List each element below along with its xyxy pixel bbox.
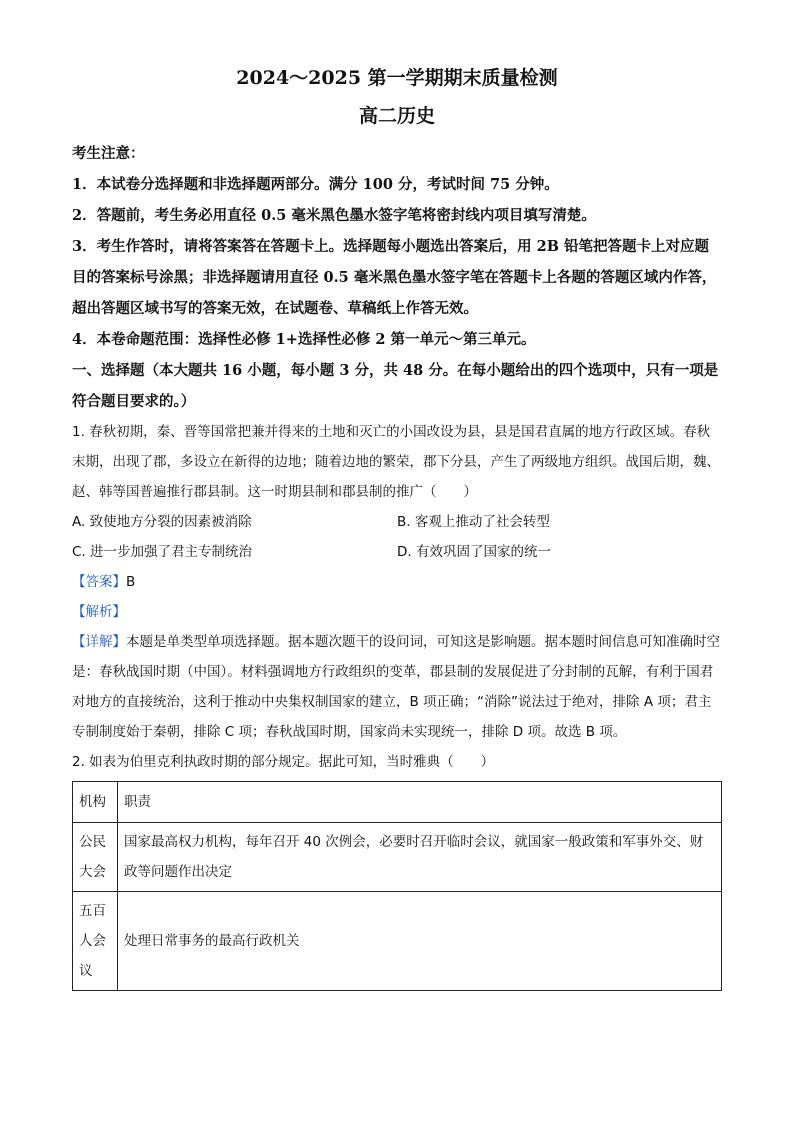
table-header-row (73, 782, 722, 823)
answer-line (72, 567, 722, 597)
institution-table (72, 781, 722, 991)
question-2-stem: 2. 如表为伯里克利执政时期的部分规定。据此可知，当时雅典（ ） (72, 754, 495, 770)
exam-subject: 高二历史 (358, 105, 435, 127)
table-cell-institution: 公民大会 (73, 823, 118, 892)
notice-item-3: 3．考生作答时，请将答案答在答题卡上。选择题每小题选出答案后，用 2B 铅笔把答题卡上对应题目的答案标号涂黑；非选择题请用直径 0.5 毫米黑色墨水签字笔在答题卡上各题的答题区域内作答，超出答题区域书写的答案无效，在试题卷、草稿纸上作答无效。 (72, 238, 717, 317)
option-a: A. 致使地方分裂的因素被消除 (72, 514, 252, 530)
answer-value: B (126, 574, 136, 590)
detail-text: 本题是单类型单项选择题。据本题次题干的设问词，可知这是影响题。据本题时间信息可知准确时空是：春秋战国时期（中国）。材料强调地方行政组织的变革，郡县制的发展促进了分封制的瓦解，有利于国君对地方的直接统治，这利于推动中央集权制国家的建立，B 项正确；“消除”说法过于绝对，排除 A 项；君主专制制度始于秦朝，排除 C 项；春秋战国时期，国家尚未实现统一，排除 D 项。故选 B 项。 (72, 634, 720, 740)
question-1-options (72, 507, 722, 567)
answer-label: 【答案】 (72, 574, 126, 590)
table-row (73, 892, 722, 991)
notice-item-2: 2．答题前，考生务必用直径 0.5 毫米黑色墨水签字笔将密封线内项目填写清楚。 (72, 207, 596, 224)
candidate-notice (72, 138, 722, 355)
table-header-cell: 机构 (73, 782, 118, 823)
question-1-stem: 1. 春秋初期，秦、晋等国常把兼并得来的土地和灭亡的小国改设为县，县是国君直属的地方行政区域。春秋末期，出现了郡，多设立在新得的边地；随着边地的繁荣，郡下分县，产生了两级地方组织。战国后期，魏、赵、韩等国普遍推行郡县制。这一时期县制和郡县制的推广（ ） (72, 424, 720, 500)
table-cell-duty: 国家最高权力机构，每年召开 40 次例会，必要时召开临时会议，就国家一般政策和军事外交、财政等问题作出决定 (118, 823, 722, 892)
notice-item-1: 1．本试卷分选择题和非选择题两部分。满分 100 分，考试时间 75 分钟。 (72, 176, 559, 193)
option-c: C. 进一步加强了君主专制统治 (72, 544, 253, 560)
table-row (73, 823, 722, 892)
option-b: B. 客观上推动了社会转型 (397, 514, 550, 530)
notice-heading: 考生注意： (72, 145, 145, 162)
exam-title: 2024～2025 第一学期期末质量检测 (236, 67, 558, 89)
option-d: D. 有效巩固了国家的统一 (397, 544, 551, 560)
analysis-label: 【解析】 (72, 604, 126, 620)
table-header-cell: 职责 (118, 782, 722, 823)
notice-item-4: 4．本卷命题范围：选择性必修 1+选择性必修 2 第一单元～第三单元。 (72, 331, 536, 348)
table-cell-institution: 五百人会议 (73, 892, 118, 991)
detail-label: 【详解】 (72, 634, 126, 650)
section-heading: 一、选择题（本大题共 16 小题，每小题 3 分，共 48 分。在每小题给出的四个选项中，只有一项是符合题目要求的。） (72, 362, 719, 410)
document-page (72, 64, 722, 991)
table-cell-duty: 处理日常事务的最高行政机关 (118, 892, 722, 991)
detail-paragraph (72, 627, 722, 747)
